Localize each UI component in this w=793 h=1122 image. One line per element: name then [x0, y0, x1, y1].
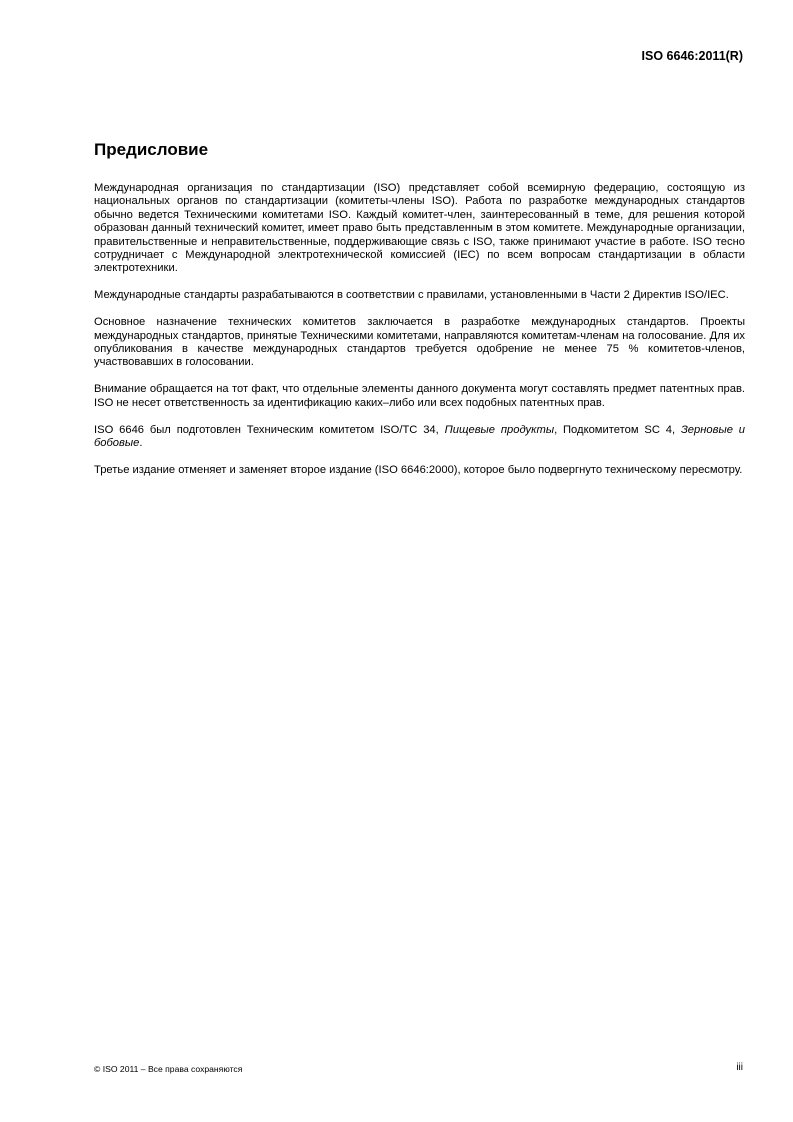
page-title: Предисловие: [94, 140, 209, 159]
prepared-by-text-3: .: [139, 437, 143, 450]
paragraph-patents: Внимание обращается на тот факт, что отдельные элементы данного документа могут составлять предмет патентных прав. ISO не несет ответственность за идентификацию каких–либо или всех подобных патентных прав.: [94, 383, 745, 409]
paragraph-directives: Международные стандарты разрабатываются в соответствии с правилами, установленными в Части 2 Директив ISO/IEC.: [94, 289, 729, 302]
page-number: iii: [736, 1062, 743, 1073]
committee-name: Пищевые продукты: [444, 423, 555, 436]
subcommittee-name: Зерновые и бобовые: [94, 423, 745, 450]
paragraph-iso-intro: Международная организация по стандартизации (ISO) представляет собой всемирную федерацию, состоящую из национальных органов по стандартизации (комитеты-члены ISO). Работа по разработке международных стандартов обычно ведется Техническими комитетами ISO. Каждый комитет-член, заинтересованный в теме, для решения которой образован данный технический комитет, имеет право быть представленным в этом комитете. Международные организации, правительственные и неправительственные, поддерживающие связь с ISO, также принимают участие в работе. ISO тесно сотрудничает с Международной электротехнической комиссией (IEC) по всем вопросам стандартизации в области электротехники.: [94, 182, 745, 275]
prepared-by-text-1: ISO 6646 был подготовлен Техническим комитетом ISO/TC 34,: [94, 423, 445, 436]
paragraph-prepared-by: [94, 424, 745, 451]
foreword-section: [94, 136, 745, 491]
document-id: ISO 6646:2011(R): [641, 49, 743, 63]
paragraph-edition-note: Третье издание отменяет и заменяет второе издание (ISO 6646:2000), которое было подвергнуто техническому пересмотру.: [94, 464, 743, 476]
prepared-by-text-2: , Подкомитетом SC 4,: [554, 423, 681, 436]
paragraph-committees: Основное назначение технических комитетов заключается в разработке международных стандартов. Проекты международных стандартов, принятые Техническими комитетами, направляются комитетам-членам на голосование. Для их опубликования в качестве международных стандартов требуется одобрение не менее 75 % комитетов-членов, участвовавших в голосовании.: [94, 316, 745, 369]
copyright-notice: © ISO 2011 – Все права сохраняются: [94, 1064, 243, 1074]
